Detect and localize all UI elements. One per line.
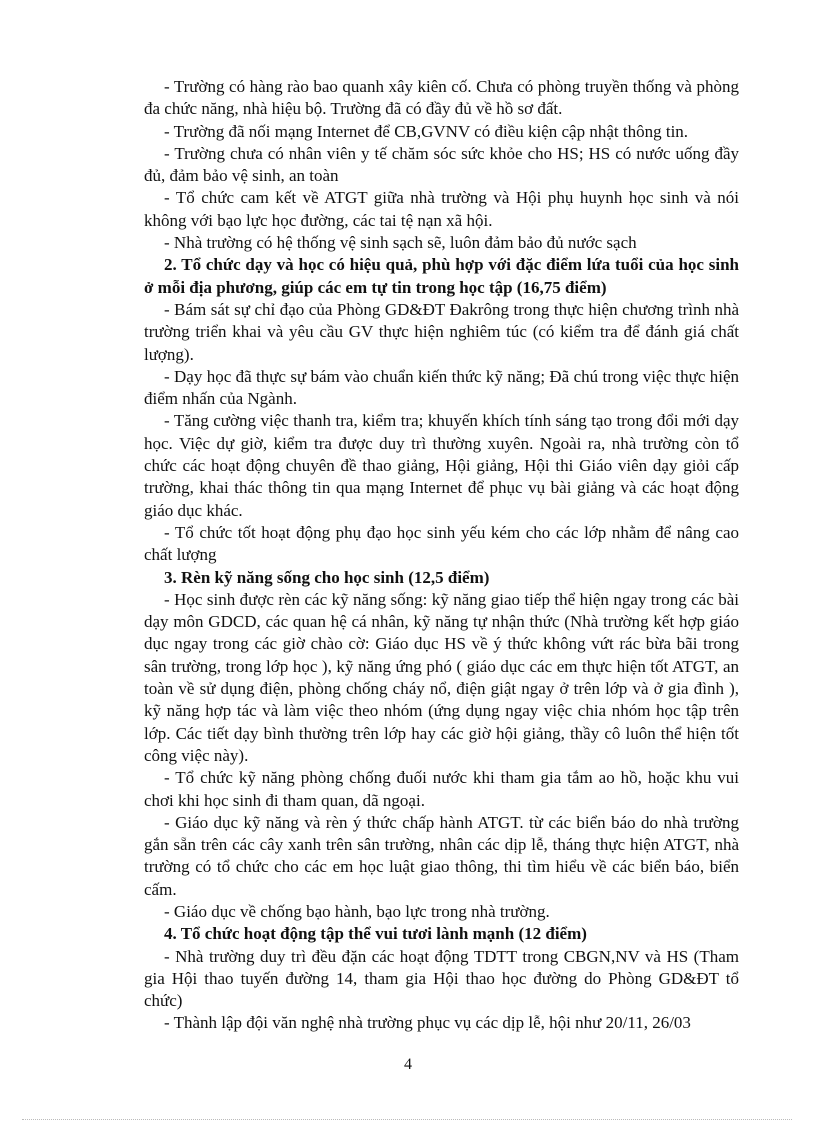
paragraph-fence: - Trường có hàng rào bao quanh xây kiên cố. Chưa có phòng truyền thống và phòng đa chức năng, nhà hiệu bộ. Trường đã có đầy đủ về hồ sơ đất. (144, 77, 739, 119)
paragraph-guidance: - Bám sát sự chỉ đạo của Phòng GD&ĐT Đakrông trong thực hiện chương trình nhà trường triển khai và yêu cầu GV thực hiện nghiêm túc (có kiểm tra để đánh giá chất lượng). (144, 299, 739, 364)
paragraph-life-skills: - Học sinh được rèn các kỹ năng sống: kỹ năng giao tiếp thể hiện ngay trong các bài dạy môn GDCD, các quan hệ cá nhân, kỹ năng tự nhận thức (Nhà trường kết hợp giáo dục ngay trong các giờ chào cờ: Giáo dục HS về ý thức không vứt rác bừa bãi trong sân trường, trong lớp học ), kỹ năng ứng phó ( giáo dục các em thực hiện tốt ATGT, an toàn về sử dụng điện, phòng chống cháy nổ, điện giật ngay ở trên lớp và ở gia đình ), kỹ năng hợp tác và làm việc theo nhóm (ứng dụng ngay việc chia nhóm học tập trên lớp. Các tiết dạy bình thường trên lớp hay các giờ hội giảng, thầy cô luôn thể hiện tốt công việc này). (144, 589, 739, 765)
paragraph-traffic-commitment: - Tổ chức cam kết về ATGT giữa nhà trường và Hội phụ huynh học sinh và nói không với bạo lực học đường, các tai tệ nạn xã hội. (144, 188, 739, 230)
paragraph-health: - Trường chưa có nhân viên y tế chăm sóc sức khỏe cho HS; HS có nước uống đầy đủ, đảm bảo vệ sinh, an toàn (144, 143, 739, 186)
section-heading-4: 4. Tổ chức hoạt động tập thể vui tươi lành mạnh (12 điểm) (164, 924, 587, 944)
paragraph-inspection: - Tăng cường việc thanh tra, kiểm tra; khuyến khích tính sáng tạo trong đổi mới dạy học. Việc dự giờ, kiểm tra được duy trì thường xuyên. Ngoài ra, nhà trường còn tổ chức các hoạt động chuyên đề thao giảng, Hội giảng, Hội thi Giáo viên dạy giỏi cấp trường, khai thác thông tin qua mạng Internet để phục vụ bài giảng và các hoạt động giáo dục khác. (144, 411, 739, 520)
paragraph-tutoring: - Tổ chức tốt hoạt động phụ đạo học sinh yếu kém cho các lớp nhằm để nâng cao chất lượng (144, 522, 739, 565)
paragraph-arts-team: - Thành lập đội văn nghệ nhà trường phục vụ các dịp lễ, hội như 20/11, 26/03 (164, 1013, 691, 1033)
paragraph-traffic-education: - Giáo dục kỹ năng và rèn ý thức chấp hành ATGT. từ các biển báo do nhà trường gắn sẵn trên các cây xanh trên sân trường, nhân các dịp lễ, tháng thực hiện ATGT, nhà trường có tổ chức cho các em học luật giao thông, thi tìm hiểu về các biển báo, biển cấm. (144, 812, 739, 899)
paragraph-drowning: - Tổ chức kỹ năng phòng chống đuối nước khi tham gia tắm ao hồ, hoặc khu vui chơi khi học sinh đi tham quan, dã ngoại. (144, 768, 739, 810)
section-heading-2: 2. Tổ chức dạy và học có hiệu quả, phù hợp với đặc điểm lứa tuổi của học sinh ở mỗi địa phương, giúp các em tự tin trong học tập (16,75 điểm) (144, 255, 739, 297)
page-bottom-divider (22, 1119, 792, 1120)
paragraph-sanitation: - Nhà trường có hệ thống vệ sinh sạch sẽ, luôn đảm bảo đủ nước sạch (164, 233, 637, 253)
paragraph-sports: - Nhà trường duy trì đều đặn các hoạt động TDTT trong CBGN,NV và HS (Tham gia Hội thao tuyến đường 14, tham gia Hội thao học đường do Phòng GD&ĐT tổ chức) (144, 946, 739, 1011)
page-body (144, 76, 739, 1035)
paragraph-standards: - Dạy học đã thực sự bám vào chuẩn kiến thức kỹ năng; Đã chú trong việc thực hiện điểm nhấn của Ngành. (144, 366, 739, 409)
page-number: 4 (404, 1056, 412, 1073)
paragraph-internet: - Trường đã nối mạng Internet để CB,GVNV có điều kiện cập nhật thông tin. (164, 121, 689, 141)
paragraph-violence: - Giáo dục về chống bạo hành, bạo lực trong nhà trường. (164, 901, 550, 921)
section-heading-3: 3. Rèn kỹ năng sống cho học sinh (12,5 điểm) (164, 567, 490, 587)
